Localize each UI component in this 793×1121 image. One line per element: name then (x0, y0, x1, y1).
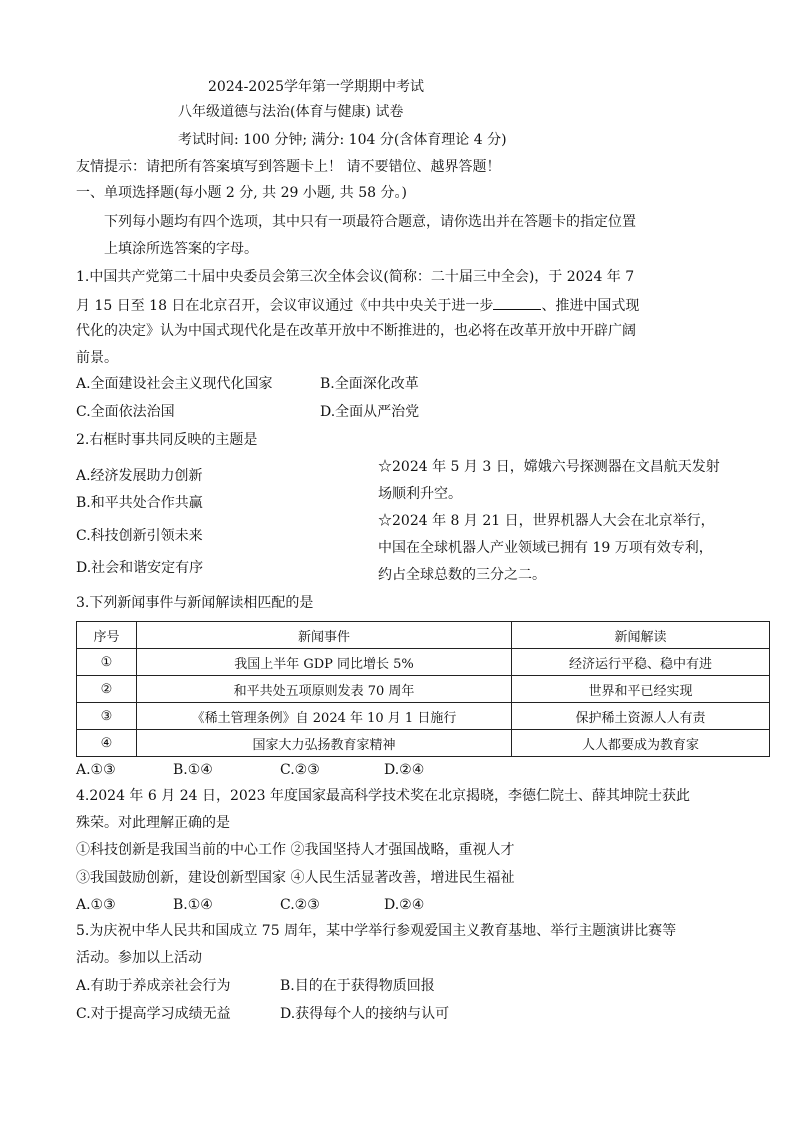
q4-option-a: A.①③ (76, 897, 116, 913)
table-cell-number: ② (77, 676, 137, 703)
table-cell-event: 《稀土管理条例》自 2024 年 10 月 1 日施行 (137, 703, 512, 730)
table-row (77, 649, 770, 676)
q1-stem-line2-b: 、推进中国式现 (541, 298, 640, 314)
q5-stem-line2: 活动。参加以上活动 (76, 950, 202, 966)
exam-info: 考试时间: 100 分钟; 满分: 104 分(含体育理论 4 分) (178, 132, 507, 148)
q4-option-c: C.②③ (280, 897, 320, 913)
section-instruction-line2: 上填涂所选答案的字母。 (104, 241, 258, 257)
q3-news-table (76, 621, 770, 757)
exam-title: 2024-2025学年第一学期期中考试 (208, 79, 424, 95)
table-row (77, 703, 770, 730)
exam-tip: 友情提示：请把所有答案填写到答题卡上！ 请不要错位、越界答题！ (76, 159, 501, 175)
q4-option-b: B.①④ (173, 897, 213, 913)
table-cell-event: 国家大力弘扬教育家精神 (137, 730, 512, 757)
q5-stem-line1: 5.为庆祝中华人民共和国成立 75 周年，某中学举行参观爱国主义教育基地、举行主题演讲比赛等 (76, 923, 677, 939)
q3-stem: 3.下列新闻事件与新闻解读相匹配的是 (76, 595, 314, 611)
q5-option-c: C.对于提高学习成绩无益 (76, 1006, 231, 1022)
q2-option-c: C.科技创新引领未来 (76, 528, 203, 544)
q2-news1-line1: ☆2024 年 5 月 3 日，嫦娥六号探测器在文昌航天发射 (378, 459, 720, 475)
table-header-cell: 新闻解读 (512, 622, 770, 649)
q3-option-a: A.①③ (76, 762, 116, 778)
q4-statements-line2: ③我国鼓励创新，建设创新型国家 ④人民生活显著改善，增进民生福祉 (76, 870, 515, 886)
q2-news2-line1: ☆2024 年 8 月 21 日，世界机器人大会在北京举行， (378, 513, 715, 529)
section-instruction-line1: 下列每小题均有四个选项，其中只有一项最符合题意，请你选出并在答题卡的指定位置 (104, 214, 636, 230)
q4-option-d: D.②④ (384, 897, 425, 913)
q4-stem-line1: 4.2024 年 6 月 24 日，2023 年度国家最高科学技术奖在北京揭晓，李德仁院士、薛其坤院士获此 (76, 788, 691, 804)
q1-stem-line2 (76, 295, 639, 315)
q1-option-a: A.全面建设社会主义现代化国家 (76, 376, 273, 392)
q2-option-a: A.经济发展助力创新 (76, 468, 203, 484)
q1-answer-blank (493, 295, 541, 310)
table-cell-number: ③ (77, 703, 137, 730)
q1-stem-line3: 代化的决定》认为中国式现代化是在改革开放中不断推进的，也必将在改革开放中开辟广阔 (76, 323, 636, 339)
section-title: 一、单项选择题(每小题 2 分, 共 29 小题, 共 58 分。) (76, 185, 407, 201)
q5-option-a: A.有助于养成亲社会行为 (76, 978, 231, 994)
table-cell-number: ① (77, 649, 137, 676)
q1-option-c: C.全面依法治国 (76, 404, 175, 420)
q5-option-d: D.获得每个人的接纳与认可 (280, 1006, 450, 1022)
table-header-cell: 序号 (77, 622, 137, 649)
q3-option-d: D.②④ (384, 762, 425, 778)
q2-news1-line2: 场顺利升空。 (378, 486, 462, 502)
table-header-cell: 新闻事件 (137, 622, 512, 649)
q3-option-c: C.②③ (280, 762, 320, 778)
table-header-row (77, 622, 770, 649)
q2-news2-line2: 中国在全球机器人产业领域已拥有 19 万项有效专利， (378, 540, 713, 556)
q2-stem: 2.右框时事共同反映的主题是 (76, 432, 258, 448)
q4-stem-line2: 殊荣。对此理解正确的是 (76, 815, 230, 831)
q1-option-b: B.全面深化改革 (320, 376, 419, 392)
q2-news2-line3: 约占全球总数的三分之二。 (378, 567, 546, 583)
exam-subtitle: 八年级道德与法治(体育与健康) 试卷 (178, 104, 404, 120)
q2-option-d: D.社会和谐安定有序 (76, 560, 204, 576)
q3-option-b: B.①④ (173, 762, 213, 778)
table-cell-interpretation: 人人都要成为教育家 (512, 730, 770, 757)
table-row (77, 730, 770, 757)
table-row (77, 676, 770, 703)
q5-option-b: B.目的在于获得物质回报 (280, 978, 435, 994)
table-cell-interpretation: 世界和平已经实现 (512, 676, 770, 703)
table-cell-number: ④ (77, 730, 137, 757)
q1-option-d: D.全面从严治党 (320, 404, 420, 420)
q1-stem-line4: 前景。 (76, 350, 118, 366)
q1-stem-line2-a: 月 15 日至 18 日在北京召开，会议审议通过《中共中央关于进一步 (76, 298, 494, 314)
table-cell-event: 和平共处五项原则发表 70 周年 (137, 676, 512, 703)
table-cell-interpretation: 经济运行平稳、稳中有进 (512, 649, 770, 676)
q4-statements-line1: ①科技创新是我国当前的中心工作 ②我国坚持人才强国战略，重视人才 (76, 842, 515, 858)
q2-option-b: B.和平共处合作共赢 (76, 495, 203, 511)
table-cell-interpretation: 保护稀土资源人人有责 (512, 703, 770, 730)
q1-stem-line1: 1.中国共产党第二十届中央委员会第三次全体会议(简称：二十届三中全会)，于 2024 年 7 (76, 269, 635, 285)
table-cell-event: 我国上半年 GDP 同比增长 5% (137, 649, 512, 676)
